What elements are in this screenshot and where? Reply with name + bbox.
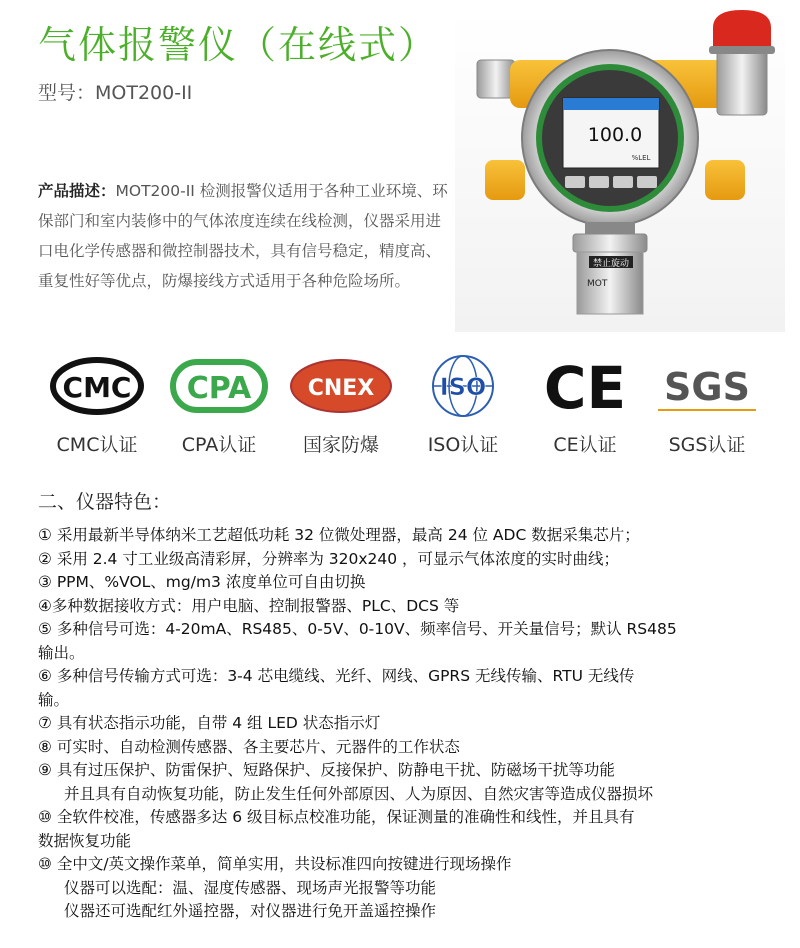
description-text: MOT200-II 检测报警仪适用于各种工业环境、环保部门和室内装修中的气体浓度连续在线检测，仪器采用进口电化学传感器和微控制器技术，具有信号稳定，精度高、重复性好等优点，防爆接线方式适用于各种危险场所。 [38, 182, 448, 290]
feature-line: ② 采用 2.4 寸工业级高清彩屏，分辨率为 320x240 ，可显示气体浓度的实时曲线； [38, 549, 620, 568]
cmc-logo-text: CMC [62, 371, 132, 404]
cert-iso [404, 350, 522, 457]
cert-cmc [38, 350, 156, 457]
feature-line: 仪器可以选配：温、湿度传感器、现场声光报警等功能 [64, 878, 437, 897]
cert-label: 国家防爆 [302, 434, 379, 456]
feature-line: 仪器还可选配红外遥控器，对仪器进行免开盖遥控操作 [64, 902, 437, 920]
certification-row [38, 350, 758, 460]
sensor-brand-tag: MOT [587, 279, 608, 289]
gas-detector-illustration [455, 10, 785, 332]
cert-label: ISO认证 [427, 434, 499, 456]
feature-line: ⑤ 多种信号可选：4-20mA、RS485、0-5V、0-10V、频率信号、开关量信号；默认 RS485 [38, 620, 677, 638]
cert-cpa [160, 350, 278, 457]
feature-line: ⑩ 全中文/英文操作菜单，简单实用，共设标准四向按键进行现场操作 [38, 855, 512, 873]
cmc-logo [38, 350, 156, 422]
display-reading: 100.0 [587, 124, 643, 146]
feature-line: ⑦ 具有状态指示功能，自带 4 组 LED 状态指示灯 [38, 714, 381, 732]
feature-line: ⑨ 具有过压保护、防雷保护、短路保护、反接保护、防静电干扰、防磁场干扰等功能 [38, 761, 615, 779]
ce-logo-text: CE [543, 354, 627, 418]
sgs-logo-text: SGS [664, 365, 750, 409]
product-image [455, 10, 785, 332]
ce-logo [526, 350, 644, 422]
feature-line: 输出。 [38, 643, 85, 662]
model-number: 型号：MOT200-II [38, 82, 193, 104]
cnex-logo [282, 350, 400, 422]
feature-line: 并且具有自动恢复功能，防止发生任何外部原因、人为原因、自然灾害等造成仪器损坏 [64, 784, 654, 803]
cnex-logo-text: CNEX [307, 376, 375, 401]
cert-cnex [282, 350, 400, 457]
feature-line: ⑧ 可实时、自动检测传感器、各主要芯片、元器件的工作状态 [38, 737, 460, 756]
cpa-logo-text: CPA [186, 371, 252, 406]
feature-line: ① 采用最新半导体纳米工艺超低功耗 32 位微处理器，最高 24 位 ADC 数据采集芯片； [38, 526, 640, 544]
feature-list [38, 524, 768, 924]
cert-label: SGS认证 [668, 434, 746, 456]
iso-logo [404, 350, 522, 422]
feature-line: 数据恢复功能 [38, 831, 132, 850]
iso-logo-text: ISO [439, 373, 487, 401]
feature-line: ⑩ 全软件校准，传感器多达 6 级目标点校准功能，保证测量的准确性和线性，并且具有 [38, 808, 635, 826]
feature-line: ③ PPM、%VOL、mg/m3 浓度单位可自由切换 [38, 573, 366, 591]
cert-label: CE认证 [553, 434, 617, 456]
feature-line: 输。 [38, 690, 70, 709]
sgs-logo [648, 350, 766, 422]
feature-line: ⑥ 多种信号传输方式可选：3-4 芯电缆线、光纤、网线、GPRS 无线传输、RTU 无线传 [38, 667, 635, 685]
feature-line: ④多种数据接收方式：用户电脑、控制报警器、PLC、DCS 等 [38, 596, 460, 615]
cpa-logo [160, 350, 278, 422]
cert-label: CMC认证 [56, 434, 138, 456]
sensor-warning-label: 禁止旋动 [592, 259, 630, 269]
cert-sgs [648, 350, 766, 457]
features-heading: 二、仪器特色： [38, 491, 172, 513]
description-label: 产品描述： [38, 182, 116, 200]
cert-label: CPA认证 [181, 434, 257, 456]
display-unit: %LEL [631, 154, 651, 162]
page-title: 气体报警仪（在线式） [38, 23, 439, 67]
cert-ce [526, 350, 644, 457]
product-description [38, 176, 450, 296]
